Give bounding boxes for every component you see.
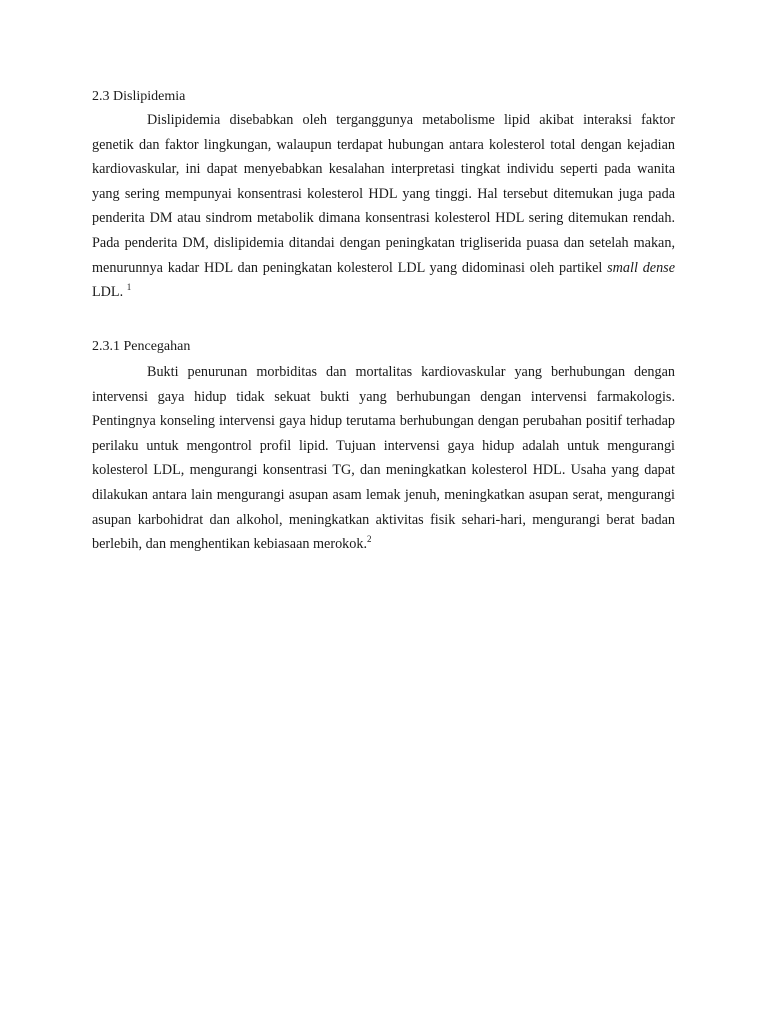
paragraph-dislipidemia (92, 108, 675, 305)
citation-2: 2 (367, 534, 372, 545)
citation-1: 1 (126, 282, 132, 293)
section-heading-dislipidemia: 2.3 Dislipidemia (92, 89, 186, 104)
paragraph-pencegahan (92, 360, 675, 557)
paragraph-dislipidemia-tail: LDL. (92, 284, 127, 301)
subsection-heading-pencegahan: 2.3.1 Pencegahan (92, 339, 191, 354)
paragraph-dislipidemia-italic-term: small dense (607, 259, 675, 276)
paragraph-dislipidemia-lead: Dislipidemia disebabkan oleh terganggunya metabolisme lipid akibat interaksi faktor genetik dan faktor lingkungan, walaupun terdapat hubungan antara kolesterol total dengan kejadian kardiovaskular, ini dapat menyebabkan kesalahan interpretasi tingkat individu seperti pada wanita yang sering mempunyai konsentrasi kolesterol HDL yang tinggi. Hal tersebut ditemukan juga pada penderita DM atau sindrom metabolik dimana konsentrasi kolesterol HDL sering ditemukan rendah. Pada penderita DM, dislipidemia ditandai dengan peningkatan trigliserida puasa dan setelah makan, menurunnya kadar HDL dan peningkatan kolesterol LDL yang didominasi oleh partikel (92, 112, 675, 276)
paragraph-pencegahan-text: Bukti penurunan morbiditas dan mortalitas kardiovaskular yang berhubungan dengan intervensi gaya hidup tidak sekuat bukti yang berhubungan dengan intervensi farmakologis. Pentingnya konseling intervensi gaya hidup terutama berhubungan dengan perubahan positif terhadap perilaku untuk mengontrol profil lipid. Tujuan intervensi gaya hidup adalah untuk mengurangi kolesterol LDL, mengurangi konsentrasi TG, dan meningkatkan kolesterol HDL. Usaha yang dapat dilakukan antara lain mengurangi asupan asam lemak jenuh, meningkatkan asupan serat, mengurangi asupan karbohidrat dan alkohol, meningkatkan aktivitas fisik sehari-hari, mengurangi berat badan berlebih, dan menghentikan kebiasaan merokok. (92, 364, 675, 553)
